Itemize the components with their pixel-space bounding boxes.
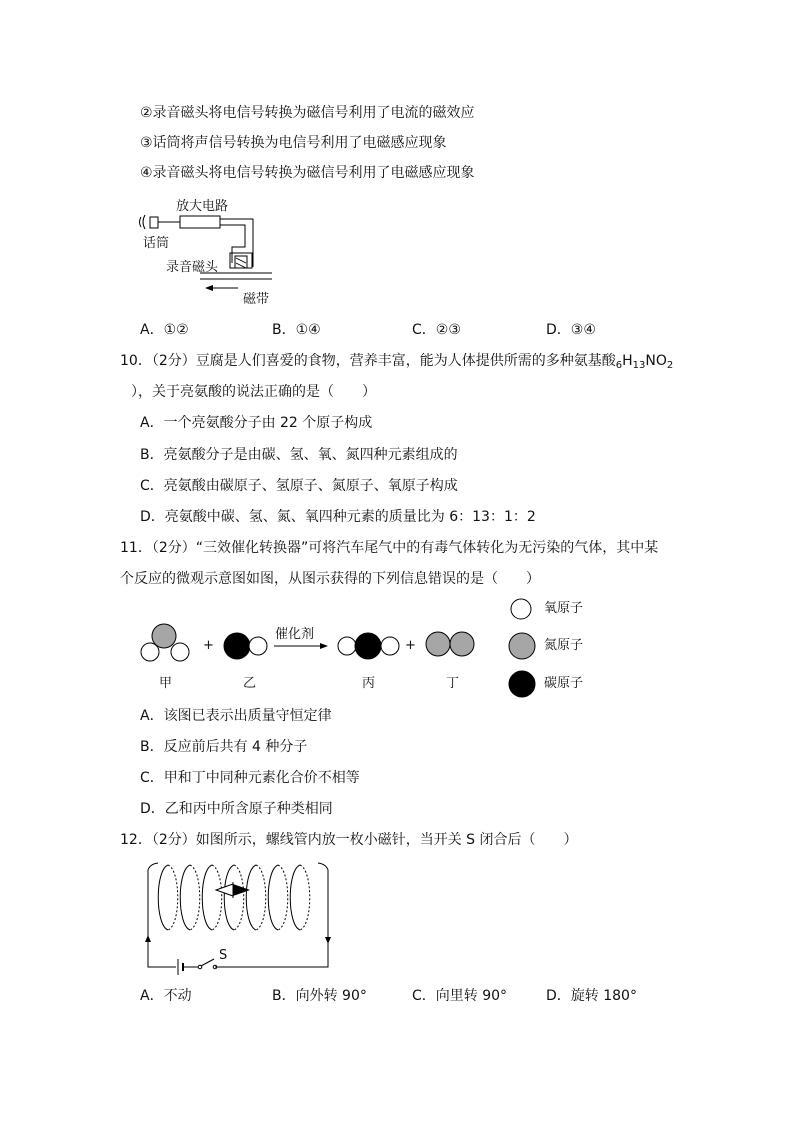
label-yi: 乙 xyxy=(243,676,257,691)
q12-option-b: B．向外转 90° xyxy=(272,988,367,1004)
q9-statement-2: ②录音磁头将电信号转换为磁信号利用了电流的磁效应 xyxy=(140,105,475,121)
q12-option-c: C．向里转 90° xyxy=(412,988,508,1004)
legend-carbon-label: 碳原子 xyxy=(544,676,584,691)
q11-option-c: C．甲和丁中同种元素化合价不相等 xyxy=(140,770,360,786)
tape-label: 磁带 xyxy=(243,292,270,307)
q10-option-d: D．亮氨酸中碳、氢、氮、氧四种元素的质量比为 6：13：1：2 xyxy=(140,509,536,525)
q12-option-a: A．不动 xyxy=(140,988,192,1004)
q9-option-d: D．③④ xyxy=(546,322,596,338)
formula-subscript: 2 xyxy=(666,360,674,371)
q11-option-a: A．该图已表示出质量守恒定律 xyxy=(140,708,332,724)
q9-option-a: A．①② xyxy=(140,322,189,338)
plus-sign: + xyxy=(203,638,214,653)
q11-option-b: B．反应前后共有 4 种分子 xyxy=(140,739,308,755)
formula-subscript: 13 xyxy=(632,360,646,371)
amplifier-label: 放大电路 xyxy=(176,199,229,214)
q9-statement-4: ④录音磁头将电信号转换为磁信号利用了电磁感应现象 xyxy=(140,165,475,181)
legend-nitrogen-label: 氮原子 xyxy=(544,638,584,653)
q11-option-d: D．乙和丙中所含原子种类相同 xyxy=(140,801,333,817)
q10-stem-text: 10．（2分）豆腐是人们喜爱的食物，营养丰富，能为人体提供所需的多种氨基酸 xyxy=(120,353,616,369)
switch-label: S xyxy=(219,948,228,963)
q11-stem-line-1: 11．（2分）“三效催化转换器”可将汽车尾气中的有毒气体转化为无污染的气体，其中某 xyxy=(120,540,659,556)
label-bing: 丙 xyxy=(362,676,376,691)
label-jia: 甲 xyxy=(159,676,173,691)
q10-stem-line-2: ），关于亮氨酸的说法正确的是（ ） xyxy=(131,384,376,400)
formula-element: NO xyxy=(645,353,667,369)
plus-sign: + xyxy=(405,638,416,653)
q10-option-b: B．亮氨酸分子是由碳、氢、氧、氮四种元素组成的 xyxy=(140,447,458,463)
q9-option-c: C．②③ xyxy=(412,322,461,338)
compass-needle xyxy=(216,882,250,898)
formula-subscript: 6 xyxy=(615,360,623,371)
coil xyxy=(158,865,310,930)
legend-oxygen-label: 氧原子 xyxy=(544,601,584,616)
q9-option-b: B．①④ xyxy=(272,322,321,338)
label-ding: 丁 xyxy=(446,676,460,691)
microphone-label: 话筒 xyxy=(143,236,170,251)
q12-stem: 12．（2分）如图所示，螺线管内放一枚小磁针，当开关 S 闭合后（ ） xyxy=(120,832,578,848)
formula-element: H xyxy=(622,353,633,369)
q10-option-a: A．一个亮氨酸分子由 22 个原子构成 xyxy=(140,415,373,431)
q12-option-d: D．旋转 180° xyxy=(546,988,637,1004)
q10-option-c: C．亮氨酸由碳原子、氢原子、氮原子、氧原子构成 xyxy=(140,478,458,494)
q9-statement-3: ③话筒将声信号转换为电信号利用了电磁感应现象 xyxy=(140,135,447,151)
recording-head-label: 录音磁头 xyxy=(166,260,219,275)
catalyst-label: 催化剂 xyxy=(275,627,315,642)
q11-stem-line-2: 个反应的微观示意图如图，从图示获得的下列信息错误的是（ ） xyxy=(120,571,540,587)
